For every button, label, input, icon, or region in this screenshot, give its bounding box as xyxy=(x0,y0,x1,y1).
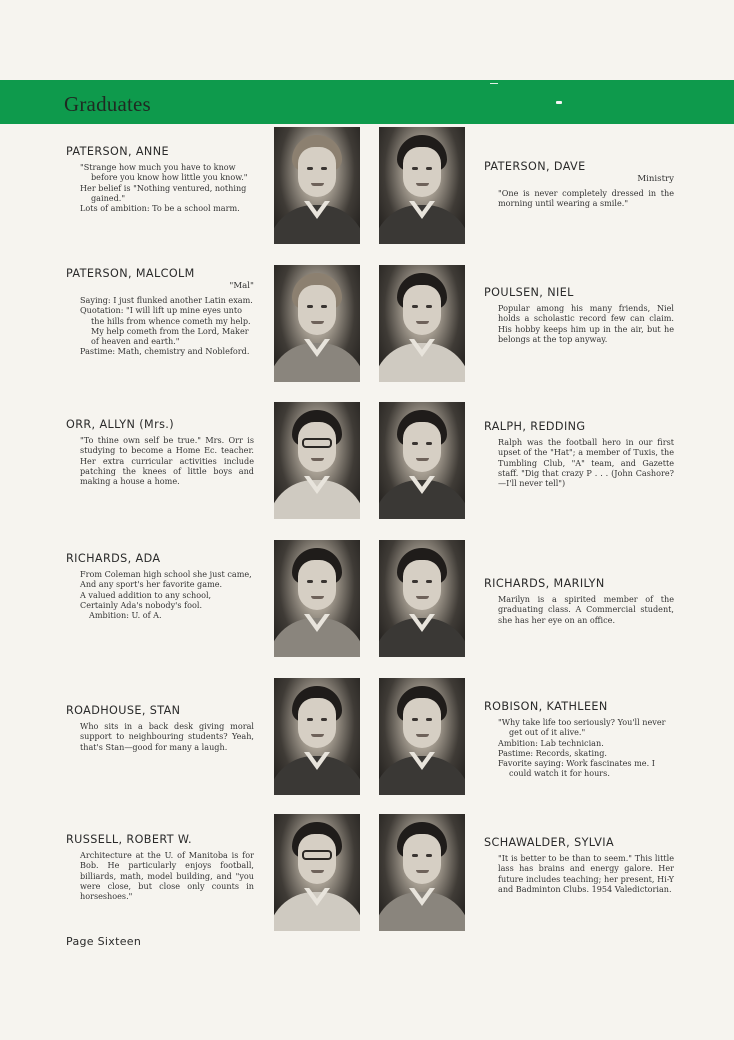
description-line: "To thine own self be true." Mrs. Orr is studying to become a Home Ec. teacher. Her extra curricular activities include patching the knees of little boys and making a house a home. xyxy=(80,435,254,487)
description-line: Lots of ambition: To be a school marm. xyxy=(80,203,240,214)
description-line: Saying: I just flunked another Latin exam. xyxy=(80,295,253,305)
graduate-name: RALPH, REDDING xyxy=(484,420,586,433)
graduate-name: PATERSON, MALCOLM xyxy=(66,267,195,280)
page-number: Page Sixteen xyxy=(66,935,142,948)
graduate-description xyxy=(80,162,254,213)
description-line: "Why take life too seriously? You'll never get out of it alive." xyxy=(498,717,666,738)
graduate-photo xyxy=(379,678,465,795)
graduate-photo xyxy=(274,265,360,382)
graduate-entry xyxy=(66,704,254,752)
graduate-photo xyxy=(274,540,360,657)
graduate-entry xyxy=(484,286,674,344)
section-banner xyxy=(0,80,734,124)
banner-mark xyxy=(556,101,562,104)
graduate-name: PATERSON, DAVE xyxy=(484,160,586,173)
graduate-entry xyxy=(484,700,674,779)
graduate-entry xyxy=(484,160,674,209)
description-line: Favorite saying: Work fascinates me. I could watch it for hours. xyxy=(498,758,655,779)
graduate-photo xyxy=(274,127,360,244)
graduate-description xyxy=(498,594,674,625)
description-line: A valued addition to any school, xyxy=(80,589,212,600)
graduate-photo xyxy=(379,402,465,519)
description-line: From Coleman high school she just came, xyxy=(80,569,252,579)
graduate-entry xyxy=(66,552,254,620)
graduate-name: ROADHOUSE, STAN xyxy=(66,704,181,717)
graduate-entry xyxy=(66,145,254,213)
graduate-photo xyxy=(379,127,465,244)
graduate-description xyxy=(498,853,674,894)
description-line: Pastime: Records, skating. xyxy=(498,747,607,758)
description-line: Ambition: U. of A. xyxy=(89,610,162,621)
description-line: Pastime: Math, chemistry and Nobleford. xyxy=(80,346,250,357)
graduate-description xyxy=(80,435,254,486)
description-line: Quotation: "I will lift up mine eyes unto the hills from whence cometh my help. My help cometh from the Lord, Maker of heaven and earth." xyxy=(80,305,251,347)
graduate-photo xyxy=(274,402,360,519)
graduate-entry xyxy=(66,267,254,357)
graduate-name: RICHARDS, MARILYN xyxy=(484,577,605,590)
graduate-name: SCHAWALDER, SYLVIA xyxy=(484,836,615,849)
graduate-photo xyxy=(274,678,360,795)
description-line: Her belief is "Nothing ventured, nothing gained." xyxy=(80,182,247,203)
graduate-photo xyxy=(274,814,360,931)
description-line: Architecture at the U. of Manitoba is for Bob. He particularly enjoys football, billiards, math, model building, and "you were close, but close only counts in horseshoes." xyxy=(80,850,254,902)
description-line: Certainly Ada's nobody's fool. xyxy=(80,599,203,610)
description-line: "One is never completely dressed in the morning until wearing a smile." xyxy=(498,188,674,209)
graduate-name: POULSEN, NIEL xyxy=(484,286,574,299)
graduate-nickname: Ministry xyxy=(637,174,674,184)
description-line: Ambition: Lab technician. xyxy=(498,737,604,748)
graduate-photo xyxy=(379,540,465,657)
graduate-name: ORR, ALLYN (Mrs.) xyxy=(66,418,175,431)
description-line: And any sport's her favorite game. xyxy=(80,579,223,590)
description-line: "Strange how much you have to know before you know how little you know." xyxy=(80,162,248,183)
graduate-description xyxy=(80,721,254,752)
graduate-description xyxy=(498,717,674,779)
graduate-name: ROBISON, KATHLEEN xyxy=(484,700,608,713)
graduate-entry xyxy=(484,420,674,488)
section-title: Graduates xyxy=(64,92,151,116)
description-line: Marilyn is a spirited member of the graduating class. A Commercial student, she has her eye on an office. xyxy=(498,594,674,625)
description-line: Who sits in a back desk giving moral support to neighbouring students? Yeah, that's Stan—good for many a laugh. xyxy=(80,721,254,752)
graduate-description xyxy=(80,295,254,357)
graduate-description xyxy=(80,569,254,620)
description-line: "It is better to be than to seem." This little lass has brains and energy galore. Her future includes teaching; her present, Hi-Y and Badminton Clubs. 1954 Valedictorian. xyxy=(498,853,674,894)
graduate-entry xyxy=(66,833,254,901)
graduate-nickname: "Mal" xyxy=(229,281,254,291)
graduate-entry xyxy=(484,577,674,625)
graduate-photo xyxy=(379,265,465,382)
graduate-name: RICHARDS, ADA xyxy=(66,552,161,565)
graduate-name: PATERSON, ANNE xyxy=(66,145,169,158)
graduate-photo xyxy=(379,814,465,931)
graduate-name: RUSSELL, ROBERT W. xyxy=(66,833,193,846)
graduate-description xyxy=(498,188,674,209)
graduate-description xyxy=(498,303,674,344)
description-line: Popular among his many friends, Niel holds a scholastic record few can claim. His hobby keeps him up in the air, but he belongs at the top anyway. xyxy=(498,303,674,344)
graduate-description xyxy=(80,850,254,901)
graduate-entry xyxy=(484,836,674,894)
graduate-description xyxy=(498,437,674,488)
banner-mark xyxy=(490,83,498,84)
description-line: Ralph was the football hero in our first upset of the "Hat"; a member of Tuxis, the Tumbling Club, "A" team, and Gazette staff. "Dig that crazy P . . . (John Cashore?—I'll never tell") xyxy=(498,437,674,489)
graduate-entry xyxy=(66,418,254,486)
